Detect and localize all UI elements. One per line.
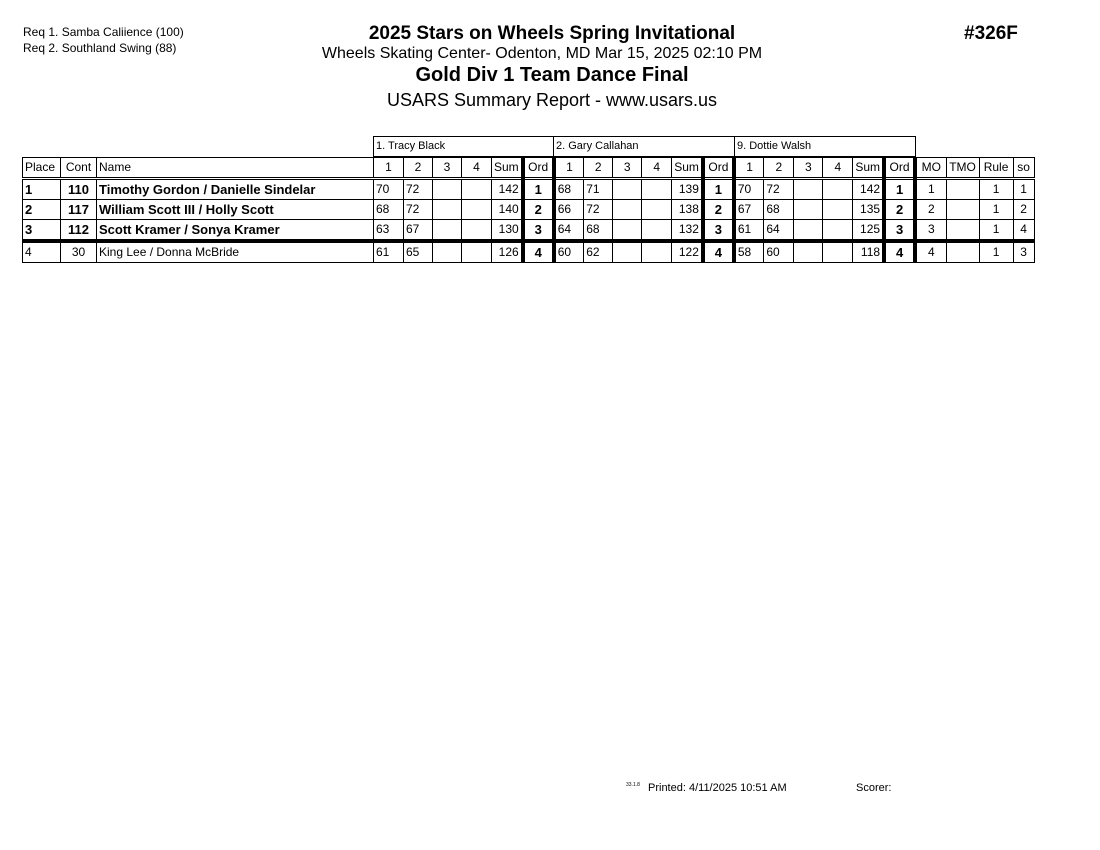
j3-sum: 142 (853, 179, 884, 200)
table-row (23, 220, 1035, 242)
request-2: Req 2. Southland Swing (88) (23, 41, 177, 55)
j1-score-4 (462, 200, 492, 220)
j1-score-3 (433, 200, 462, 220)
j2-score-4 (642, 179, 672, 200)
j1-score-4 (462, 179, 492, 200)
table-row (23, 241, 1035, 263)
col-mo: MO (915, 158, 946, 179)
j3-ord: 3 (884, 220, 915, 242)
table-row (23, 200, 1035, 220)
j2-score-4 (642, 241, 672, 263)
j2-score-2: 62 (584, 241, 613, 263)
col-tmo: TMO (946, 158, 979, 179)
j3-score-3 (794, 241, 823, 263)
col-j3-ord: Ord (884, 158, 915, 179)
j3-score-1: 67 (734, 200, 764, 220)
judge-3-name: 9. Dottie Walsh (735, 137, 916, 157)
tmo (946, 200, 979, 220)
results-table (22, 157, 1035, 263)
j1-ord: 1 (523, 179, 554, 200)
col-j1-ord: Ord (523, 158, 554, 179)
col-name: Name (97, 158, 374, 179)
col-j3-sum: Sum (853, 158, 884, 179)
col-j3-s3: 3 (794, 158, 823, 179)
j2-score-1: 64 (554, 220, 584, 242)
judge-1-name: 1. Tracy Black (374, 137, 554, 157)
j3-sum: 118 (853, 241, 884, 263)
j3-ord: 2 (884, 200, 915, 220)
event-number: #326F (964, 23, 1018, 44)
so: 4 (1013, 220, 1034, 242)
col-j1-s3: 3 (433, 158, 462, 179)
j2-ord: 2 (703, 200, 734, 220)
j1-sum: 130 (492, 220, 523, 242)
j3-sum: 125 (853, 220, 884, 242)
j2-score-3 (613, 200, 642, 220)
col-j1-s2: 2 (404, 158, 433, 179)
cont: 117 (61, 200, 97, 220)
j3-score-1: 70 (734, 179, 764, 200)
place: 1 (23, 179, 61, 200)
j3-score-2: 72 (764, 179, 794, 200)
j3-sum: 135 (853, 200, 884, 220)
j3-score-2: 60 (764, 241, 794, 263)
j3-ord: 1 (884, 179, 915, 200)
j3-score-3 (794, 220, 823, 242)
j2-score-3 (613, 179, 642, 200)
j2-score-1: 68 (554, 179, 584, 200)
j3-score-2: 64 (764, 220, 794, 242)
judge-header (373, 136, 916, 157)
col-rule: Rule (979, 158, 1013, 179)
cont: 30 (61, 241, 97, 263)
j2-score-2: 68 (584, 220, 613, 242)
j2-score-3 (613, 241, 642, 263)
col-so: so (1013, 158, 1034, 179)
j1-score-2: 72 (404, 200, 433, 220)
j1-score-4 (462, 220, 492, 242)
j1-score-2: 65 (404, 241, 433, 263)
j1-score-4 (462, 241, 492, 263)
mo: 3 (915, 220, 946, 242)
tmo (946, 179, 979, 200)
report-title: USARS Summary Report - www.usars.us (386, 90, 718, 110)
event-name: Gold Div 1 Team Dance Final (415, 64, 689, 86)
j3-score-3 (794, 179, 823, 200)
j3-score-1: 61 (734, 220, 764, 242)
j2-sum: 138 (672, 200, 703, 220)
j1-score-1: 70 (374, 179, 404, 200)
rule: 1 (979, 220, 1013, 242)
mo: 1 (915, 179, 946, 200)
j2-sum: 139 (672, 179, 703, 200)
j2-score-2: 71 (584, 179, 613, 200)
col-j2-s1: 1 (554, 158, 584, 179)
place: 4 (23, 241, 61, 263)
cont: 110 (61, 179, 97, 200)
j1-sum: 126 (492, 241, 523, 263)
tmo (946, 220, 979, 242)
col-j3-s4: 4 (823, 158, 853, 179)
j2-score-1: 66 (554, 200, 584, 220)
j1-ord: 2 (523, 200, 554, 220)
j1-sum: 140 (492, 200, 523, 220)
so: 2 (1013, 200, 1034, 220)
j3-score-1: 58 (734, 241, 764, 263)
so: 3 (1013, 241, 1034, 263)
j3-score-4 (823, 179, 853, 200)
j3-score-4 (823, 220, 853, 242)
j2-score-4 (642, 220, 672, 242)
j1-ord: 4 (523, 241, 554, 263)
tmo (946, 241, 979, 263)
mo: 4 (915, 241, 946, 263)
request-1: Req 1. Samba Caliience (100) (23, 25, 184, 39)
col-j2-sum: Sum (672, 158, 703, 179)
place: 2 (23, 200, 61, 220)
printed-timestamp: Printed: 4/11/2025 10:51 AM (648, 782, 787, 794)
j2-score-2: 72 (584, 200, 613, 220)
column-header-row (23, 158, 1035, 179)
j2-score-3 (613, 220, 642, 242)
place: 3 (23, 220, 61, 242)
j3-score-4 (823, 200, 853, 220)
version-label: 33.1.8 (626, 782, 640, 788)
j2-ord: 4 (703, 241, 734, 263)
j1-score-3 (433, 179, 462, 200)
col-j1-sum: Sum (492, 158, 523, 179)
rule: 1 (979, 179, 1013, 200)
venue-line: Wheels Skating Center- Odenton, MD Mar 15, 2025 02:10 PM (321, 45, 763, 62)
table-row (23, 179, 1035, 200)
j3-score-3 (794, 200, 823, 220)
cont: 112 (61, 220, 97, 242)
j1-score-3 (433, 241, 462, 263)
j1-score-1: 63 (374, 220, 404, 242)
col-j2-s4: 4 (642, 158, 672, 179)
j3-score-2: 68 (764, 200, 794, 220)
skater-name: William Scott III / Holly Scott (97, 200, 374, 220)
j1-score-2: 72 (404, 179, 433, 200)
j1-score-3 (433, 220, 462, 242)
j3-score-4 (823, 241, 853, 263)
skater-name: Scott Kramer / Sonya Kramer (97, 220, 374, 242)
skater-name: Timothy Gordon / Danielle Sindelar (97, 179, 374, 200)
j3-ord: 4 (884, 241, 915, 263)
col-place: Place (23, 158, 61, 179)
scorer-label: Scorer: (856, 782, 892, 794)
j1-sum: 142 (492, 179, 523, 200)
j1-score-2: 67 (404, 220, 433, 242)
col-j2-s2: 2 (584, 158, 613, 179)
so: 1 (1013, 179, 1034, 200)
j2-score-4 (642, 200, 672, 220)
event-title: 2025 Stars on Wheels Spring Invitational (368, 23, 736, 44)
j2-sum: 122 (672, 241, 703, 263)
j1-score-1: 68 (374, 200, 404, 220)
rule: 1 (979, 241, 1013, 263)
mo: 2 (915, 200, 946, 220)
skater-name: King Lee / Donna McBride (97, 241, 374, 263)
col-j1-s4: 4 (462, 158, 492, 179)
col-j3-s1: 1 (734, 158, 764, 179)
col-cont: Cont (61, 158, 97, 179)
judge-2-name: 2. Gary Callahan (554, 137, 735, 157)
j2-score-1: 60 (554, 241, 584, 263)
j2-ord: 1 (703, 179, 734, 200)
col-j1-s1: 1 (374, 158, 404, 179)
j2-sum: 132 (672, 220, 703, 242)
col-j2-ord: Ord (703, 158, 734, 179)
j2-ord: 3 (703, 220, 734, 242)
col-j2-s3: 3 (613, 158, 642, 179)
col-j3-s2: 2 (764, 158, 794, 179)
j1-ord: 3 (523, 220, 554, 242)
j1-score-1: 61 (374, 241, 404, 263)
rule: 1 (979, 200, 1013, 220)
